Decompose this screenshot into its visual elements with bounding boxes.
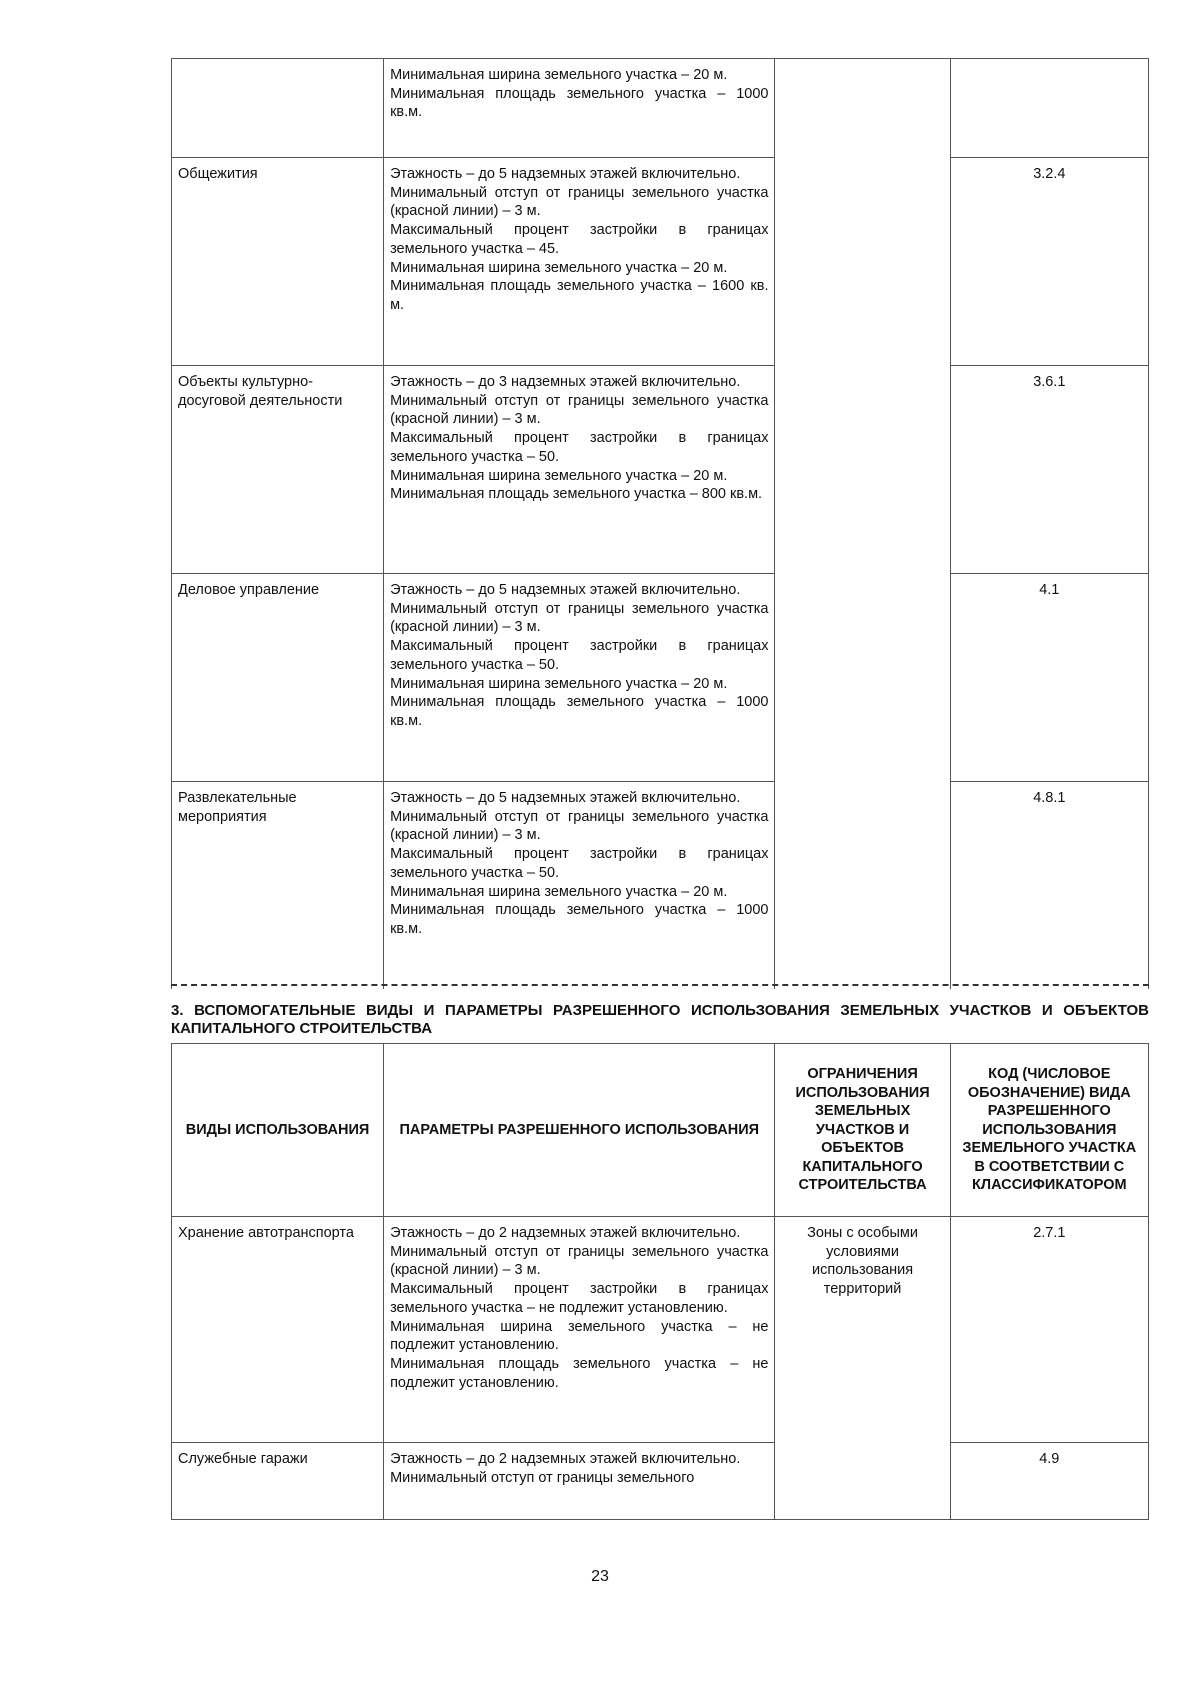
parameters-cell [384,1217,775,1443]
code-cell: 4.1 [950,574,1148,782]
parameter-line: Минимальная площадь земельного участка – 800 кв.м. [390,486,763,503]
table-row [172,782,1149,990]
parameter-line: Этажность – до 5 надземных этажей включительно. [390,790,741,806]
parameter-line: Минимальная площадь земельного участка – 1000 кв.м. [390,85,769,121]
parameter-line: Минимальная ширина земельного участка – 20 м. [390,467,728,484]
header-limitations: ОГРАНИЧЕНИЯ ИСПОЛЬЗОВАНИЯ ЗЕМЕЛЬНЫХ УЧАСТКОВ И ОБЪЕКТОВ КАПИТАЛЬНОГО СТРОИТЕЛЬСТВА [775,1044,950,1217]
parameter-line: Минимальная ширина земельного участка – 20 м. [390,67,728,83]
table-row [172,574,1149,782]
parameters-cell [384,158,775,366]
limitations-cell: Зоны с особыми условиями использования территорий [775,1217,950,1520]
parameter-line: Минимальная площадь земельного участка – 1600 кв. м. [390,278,769,313]
table-row [172,158,1149,366]
parameter-line: Минимальная площадь земельного участка – 1000 кв.м. [390,694,769,729]
parameter-line: Максимальный процент застройки в границах земельного участка – 45. [390,222,769,257]
use-kind-cell: Развлекательные мероприятия [172,782,384,990]
parameter-line: Минимальный отступ от границы земельного участка (красной линии) – 3 м. [390,1243,769,1279]
auxiliary-use-table [171,1043,1149,1520]
parameter-line: Максимальный процент застройки в границах земельного участка – 50. [390,846,769,881]
parameters-cell [384,1443,775,1520]
parameter-line: Минимальная ширина земельного участка – не подлежит установлению. [390,1318,769,1354]
code-cell [950,59,1148,158]
parameters-cell [384,366,775,574]
land-use-table-main [171,58,1149,989]
table-continuation-divider [171,984,1149,986]
table-row [172,1443,1149,1520]
parameter-line: Этажность – до 5 надземных этажей включительно. [390,582,741,598]
parameter-line: Максимальный процент застройки в границах земельного участка – 50. [390,430,769,465]
section-3-title: 3. ВСПОМОГАТЕЛЬНЫЕ ВИДЫ И ПАРАМЕТРЫ РАЗРЕШЕННОГО ИСПОЛЬЗОВАНИЯ ЗЕМЕЛЬНЫХ УЧАСТКОВ И ОБЪЕКТОВ КАПИТАЛЬНОГО СТРОИТЕЛЬСТВА [171,1002,1149,1037]
parameter-line: Минимальный отступ от границы земельного [390,1469,695,1486]
parameter-line: Минимальная ширина земельного участка – 20 м. [390,883,728,900]
use-kind-cell: Деловое управление [172,574,384,782]
parameter-line: Максимальный процент застройки в границах земельного участка – 50. [390,638,769,673]
code-cell: 3.6.1 [950,366,1148,574]
code-cell: 4.8.1 [950,782,1148,990]
parameter-line: Этажность – до 5 надземных этажей включительно. [390,166,741,182]
use-kind-cell: Служебные гаражи [172,1443,384,1520]
parameters-cell [384,574,775,782]
parameter-line: Минимальный отступ от границы земельного участка (красной линии) – 3 м. [390,184,769,220]
page-number: 23 [591,1568,609,1585]
parameter-line: Максимальный процент застройки в границах земельного участка – не подлежит установлению. [390,1281,769,1316]
parameter-line: Этажность – до 2 надземных этажей включительно. [390,1451,741,1467]
table-header-row [172,1044,1149,1217]
use-kind-cell: Общежития [172,158,384,366]
header-code: КОД (ЧИСЛОВОЕ ОБОЗНАЧЕНИЕ) ВИДА РАЗРЕШЕННОГО ИСПОЛЬЗОВАНИЯ ЗЕМЕЛЬНОГО УЧАСТКА В СООТВЕТСТВИИ С КЛАССИФИКАТОРОМ [950,1044,1148,1217]
parameters-cell [384,59,775,158]
table-row [172,366,1149,574]
parameter-line: Минимальная ширина земельного участка – 20 м. [390,259,728,276]
code-cell: 2.7.1 [950,1217,1148,1443]
parameter-line: Минимальная площадь земельного участка – 1000 кв.м. [390,902,769,937]
parameter-line: Минимальный отступ от границы земельного участка (красной линии) – 3 м. [390,808,769,844]
use-kind-cell: Хранение автотранспорта [172,1217,384,1443]
header-use-kind: ВИДЫ ИСПОЛЬЗОВАНИЯ [172,1044,384,1217]
use-kind-cell: Объекты культурно-досуговой деятельности [172,366,384,574]
code-cell: 3.2.4 [950,158,1148,366]
limitations-cell [775,59,950,990]
parameter-line: Минимальная ширина земельного участка – 20 м. [390,675,728,692]
parameter-line: Минимальная площадь земельного участка – не подлежит установлению. [390,1355,769,1391]
parameters-cell [384,782,775,990]
table-row [172,59,1149,158]
table-row [172,1217,1149,1443]
header-parameters: ПАРАМЕТРЫ РАЗРЕШЕННОГО ИСПОЛЬЗОВАНИЯ [384,1044,775,1217]
parameter-line: Минимальный отступ от границы земельного участка (красной линии) – 3 м. [390,392,769,428]
parameter-line: Этажность – до 2 надземных этажей включительно. [390,1225,741,1241]
parameter-line: Минимальный отступ от границы земельного участка (красной линии) – 3 м. [390,600,769,636]
code-cell: 4.9 [950,1443,1148,1520]
use-kind-cell [172,59,384,158]
parameter-line: Этажность – до 3 надземных этажей включительно. [390,374,741,390]
